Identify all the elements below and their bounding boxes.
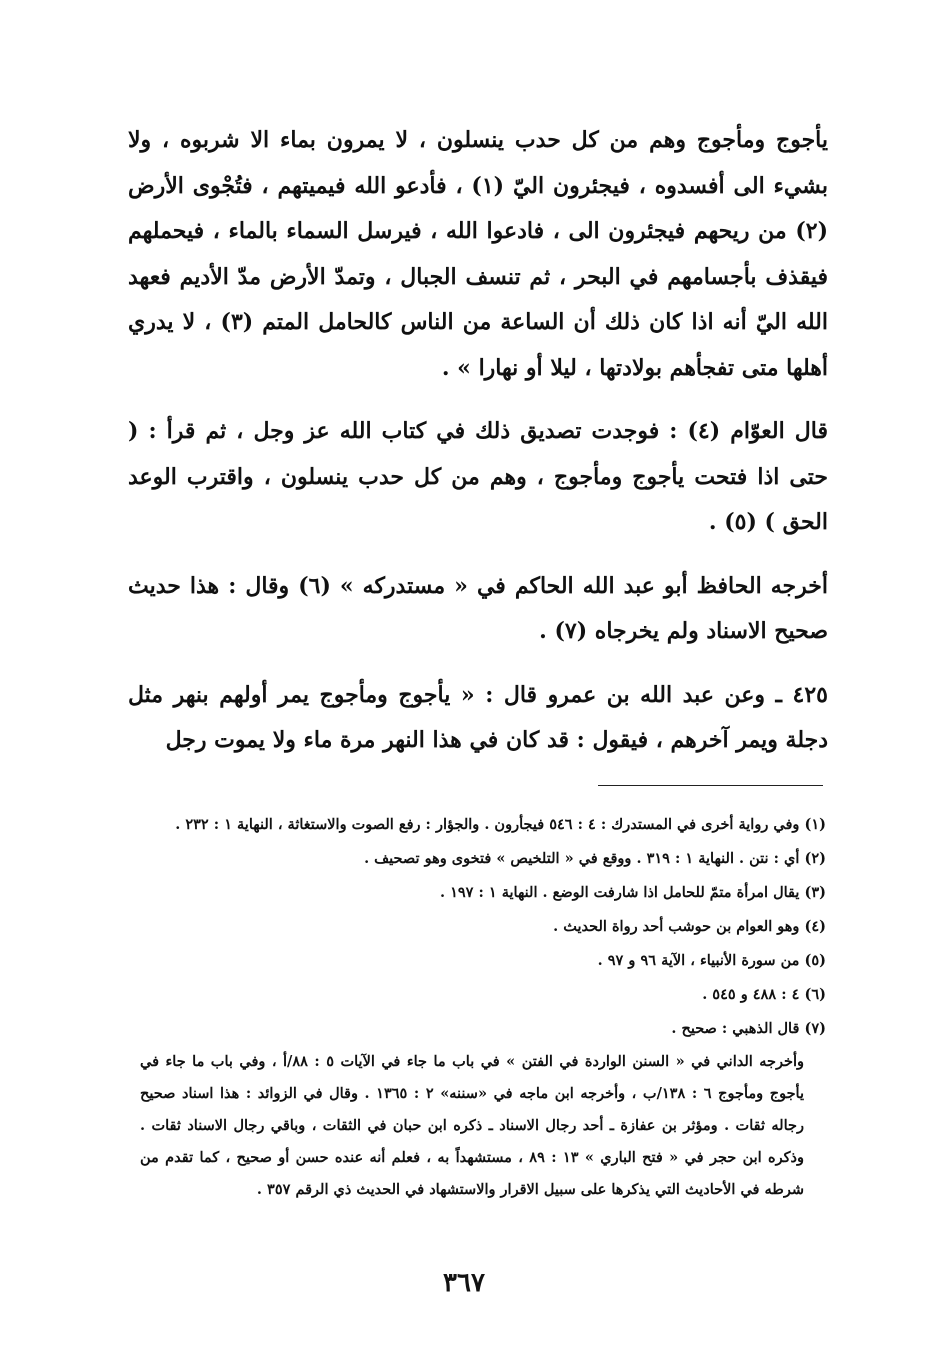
paragraph-awwam-quote: قال العوّام (٤) : فوجدت تصديق ذلك في كتاب الله عز وجل ، ثم قرأ : ( حتى اذا فتحت يأجوج ومأجوج ، وهم من كل حدب ينسلون ، واقترب الوعد الحق ) (٥) . xyxy=(128,418,828,535)
main-text xyxy=(128,118,828,782)
footnote-1: (١) وفي رواية أخرى في المستدرك : ٤ : ٥٤٦ فيجأرون . والجؤار : رفع الصوت والاستغاثة ، النهاية ١ : ٢٣٢ . xyxy=(175,816,826,833)
footnote-7-continuation: وأخرجه الداني في « السنن الواردة في الفتن » في باب ما جاء في الآيات ٥ : ٨٨/أ ، وفي باب ما جاء في يأجوج ومأجوج ٦ : ١٣٨/ب ، وأخرجه ابن ماجه في «سننه» ٢ : ١٣٦٥ . وقال في الزوائد : هذا اسناد صحيح رجاله ثقات . ومؤثر بن عفازة ـ أحد رجال الاسناد ـ ذكره ابن حبان في الثقات ، وباقي رجال الاسناد ثقات . وذكره ابن حجر في « فتح الباري » ١٣ : ٨٩ ، مستشهداً به ، فعلم أنه عنده حسن أو صحيح ، كما تقدم من شرطه في الأحاديث التي يذكرها على سبيل الاقرار والاستشهاد في الحديث ذي الرقم ٣٥٧ . xyxy=(140,1053,805,1198)
footnote-3: (٣) يقال امرأة متمّ للحامل اذا شارفت الوضع . النهاية ١ : ١٩٧ . xyxy=(439,884,826,901)
footnote-5: (٥) من سورة الأنبياء ، الآية ٩٦ و ٩٧ . xyxy=(597,952,826,969)
footnotes xyxy=(140,808,826,1206)
footnote-4: (٤) وهو العوام بن حوشب أحد رواة الحديث . xyxy=(553,918,826,935)
footnote-separator xyxy=(598,785,823,786)
footnote-6: (٦) ٤ : ٤٨٨ و ٥٤٥ . xyxy=(702,986,826,1003)
footnote-2: (٢) أي : نتن . النهاية ١ : ٣١٩ . ووقع في « التلخيص » فتخوى وهو تصحيف . xyxy=(364,850,826,867)
paragraph-hakim-source: أخرجه الحافظ أبو عبد الله الحاكم في « مستدركه » (٦) وقال : هذا حديث صحيح الاسناد ولم يخرجاه (٧) . xyxy=(128,572,828,644)
page-number: ٣٦٧ xyxy=(443,1268,485,1298)
paragraph-hadith-425: ٤٢٥ ـ وعن عبد الله بن عمرو قال : « يأجوج ومأجوج يمر أولهم بنهر مثل دجلة ويمر آخرهم ، فيقول : قد كان في هذا النهر مرة ماء ولا يموت رجل xyxy=(128,681,828,753)
paragraph-hadith-continuation: يأجوج ومأجوج وهم من كل حدب ينسلون ، لا يمرون بماء الا شربوه ، ولا بشيء الى أفسدوه ، فيجئرون اليّ (١) ، فأدعو الله فيميتهم ، فتُجْوى الأرض (٢) من ريحهم فيجئرون الى ، فادعوا الله ، فيرسل السماء بالماء ، فيحملهم فيقذف بأجسامهم في البحر ، ثم تنسف الجبال ، وتمدّ الأرض مدّ الأديم فعهد الله اليّ أنه اذا كان ذلك أن الساعة من الناس كالحامل المتم (٣) ، لا يدري أهلها متى تفجأهم بولادتها ، ليلا أو نهارا » . xyxy=(128,127,828,381)
footnote-7: (٧) قال الذهبي : صحيح . xyxy=(671,1020,826,1037)
